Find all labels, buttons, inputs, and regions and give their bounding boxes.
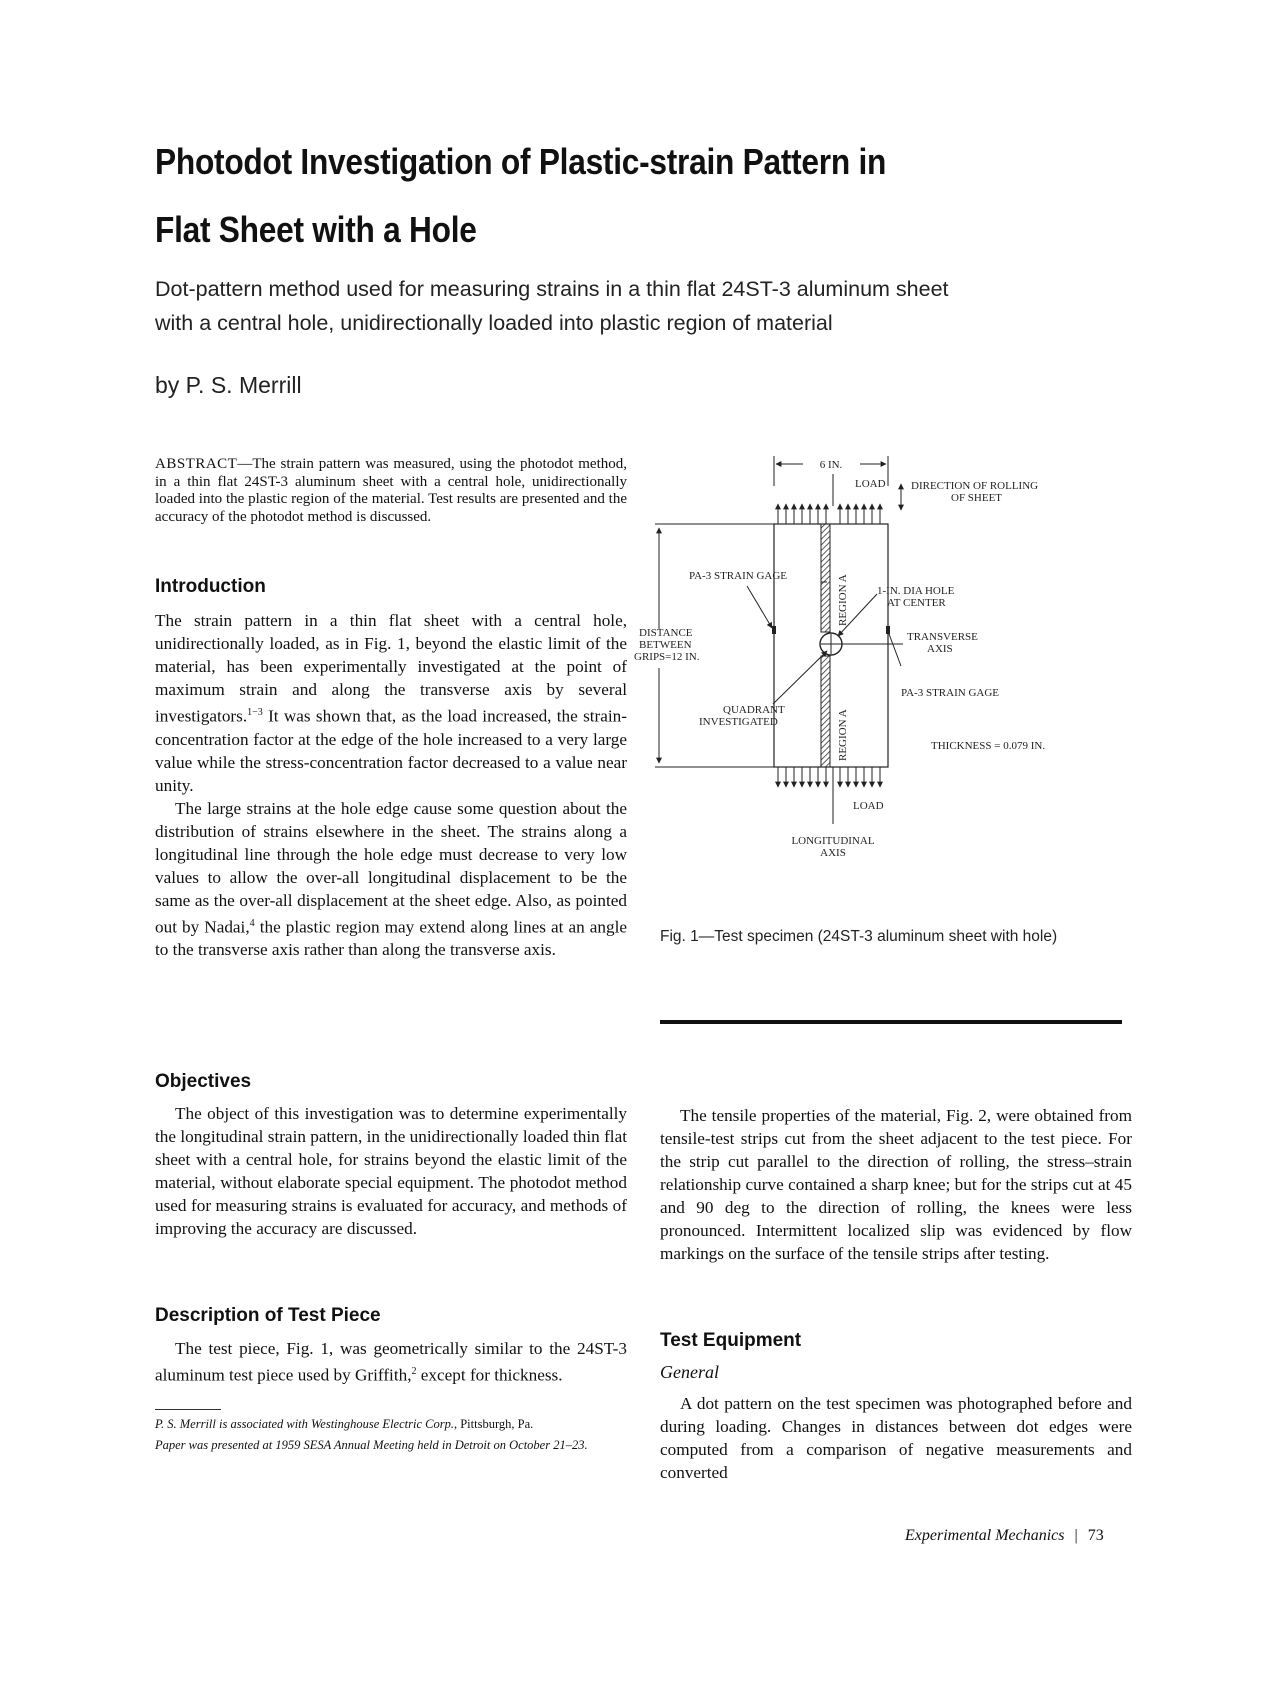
transverse-label-1: TRANSVERSE	[907, 631, 978, 643]
gage-mark-right	[886, 626, 890, 634]
test-equipment-body	[660, 1392, 1132, 1484]
intro-text-2b: the plastic region may extend along lines at an angle to the transverse axis rather than along the transverse axis.	[155, 917, 627, 960]
gage-right-label: PA-3 STRAIN GAGE	[901, 687, 999, 699]
footnotes	[155, 1417, 627, 1459]
distance-label-1: DISTANCE	[639, 627, 693, 639]
abstract	[155, 456, 627, 526]
tensile-paragraph: The tensile properties of the material, Fig. 2, were obtained from tensile-test strips cut from the sheet adjacent to the test piece. For the strip cut parallel to the direction of rolling, the stress–strain relationship curve contained a sharp knee; but for the strips cut at 45 and 90 deg to the direction of rolling, the knees were less pronounced. Intermittent localized slip was evidenced by flow markings on the surface of the tensile strips after testing.	[660, 1106, 1132, 1263]
thickness-label: THICKNESS = 0.079 IN.	[931, 740, 1046, 752]
page-footer	[905, 1527, 1104, 1545]
hole-label-2: AT CENTER	[887, 597, 946, 609]
abstract-text: —The strain pattern was measured, using the photodot method, in a thin flat 24ST-3 aluminum sheet with a central hole, unidirectionally loaded into the plastic region of the material. Test results are presented and the accuracy of the photodot method is discussed.	[155, 456, 627, 525]
load-top-label: LOAD	[855, 478, 886, 490]
rolling-label-1: DIRECTION OF ROLLING	[911, 480, 1039, 492]
desc-ref: 2	[411, 1366, 417, 1377]
load-arrows-bottom	[778, 767, 880, 787]
footnote-1-a: P. S. Merrill is associated with Westinghouse Electric Corp.,	[155, 1417, 458, 1431]
introduction-paragraph	[155, 609, 627, 797]
footnote-1	[155, 1417, 627, 1432]
region-a-strip-bottom	[821, 656, 830, 767]
figure-1-diagram	[634, 456, 1135, 926]
subtitle-line-2: with a central hole, unidirectionally loaded into plastic region of material	[155, 311, 833, 335]
introduction-heading: Introduction	[155, 576, 266, 597]
abstract-label: ABSTRACT	[155, 456, 238, 472]
distance-label-3: GRIPS=12 IN.	[634, 651, 700, 663]
distance-label-2: BETWEEN	[639, 639, 692, 651]
title-line-1: Photodot Investigation of Plastic-strain Pattern in	[155, 141, 887, 182]
description-heading: Description of Test Piece	[155, 1305, 381, 1326]
introduction-body	[155, 609, 627, 961]
author-line: by P. S. Merrill	[155, 372, 302, 398]
paper-subtitle	[155, 272, 1155, 340]
gage-left-label: PA-3 STRAIN GAGE	[689, 570, 787, 582]
intro-text-2: The large strains at the hole edge cause some question about the distribution of strains elsewhere in the sheet. The strains along a longitudinal line through the hole edge must decrease to very low values to allow the over-all longitudinal displacement to be the same as the over-all displacement at the sheet edge. Also, as pointed out by Nadai,	[155, 798, 627, 937]
tensile-properties-body	[660, 1104, 1132, 1265]
description-paragraph	[155, 1337, 627, 1387]
title-line-2: Flat Sheet with a Hole	[155, 209, 477, 250]
test-equipment-paragraph: A dot pattern on the test specimen was photographed before and during loading. Changes in distances between dot edges were computed from a comparison of negative measurements and converted	[660, 1394, 1132, 1482]
description-body	[155, 1337, 627, 1387]
load-arrows-top	[778, 504, 880, 524]
gage-right-leader	[889, 634, 901, 666]
footnote-2: Paper was presented at 1959 SESA Annual Meeting held in Detroit on October 21–23.	[155, 1438, 588, 1452]
paper-title	[155, 128, 1035, 264]
test-equipment-heading: Test Equipment	[660, 1330, 802, 1351]
figure-1-caption: Fig. 1—Test specimen (24ST-3 aluminum sheet with hole)	[660, 928, 1058, 945]
longitudinal-label-2: AXIS	[820, 847, 846, 859]
objectives-paragraph: The object of this investigation was to determine experimentally the longitudinal strain pattern, in the unidirectionally loaded thin flat sheet with a central hole, for strains beyond the elastic limit of the material, without elaborate special equipment. The photodot method used for measuring strains is evaluated for accuracy, and methods of improving the accuracy are discussed.	[155, 1104, 627, 1238]
section-separator	[660, 1020, 1122, 1024]
gage-mark-left	[772, 626, 776, 634]
transverse-label-2: AXIS	[927, 643, 953, 655]
quadrant-label-2: INVESTIGATED	[699, 716, 778, 728]
width-label: 6 IN.	[819, 459, 843, 471]
subtitle-line-1: Dot-pattern method used for measuring strains in a thin flat 24ST-3 aluminum sheet	[155, 277, 949, 301]
intro-ref-1: 1−3	[247, 707, 263, 718]
objectives-heading: Objectives	[155, 1071, 252, 1092]
hole-label-1: 1-IN. DIA HOLE	[877, 585, 955, 597]
page-number: 73	[1087, 1527, 1104, 1544]
general-subheading: General	[660, 1362, 719, 1382]
region-a-label-bottom: REGION A	[837, 709, 849, 761]
journal-name: Experimental Mechanics	[905, 1527, 1065, 1544]
region-a-label-top: REGION A	[837, 574, 849, 626]
desc-text: The test piece, Fig. 1, was geometrically similar to the 24ST-3 aluminum test piece used by Griffith,	[155, 1339, 627, 1385]
footnote-rule	[155, 1409, 221, 1410]
quadrant-label-1: QUADRANT	[723, 704, 785, 716]
gage-left-leader	[747, 586, 772, 628]
intro-text-1b: It was shown that, as the load increased, the strain-concentration factor at the edge of the hole increased to a very large value while the stress-concentration factor decreased to a value near unity.	[155, 706, 627, 795]
footnote-1-b: Pittsburgh, Pa.	[460, 1417, 534, 1431]
intro-text-1: The strain pattern in a thin flat sheet with a central hole, unidirectionally loaded, as in Fig. 1, beyond the elastic limit of the material, has been experimentally investigated at the point of maximum strain and along the transverse axis by several investigators.	[155, 611, 627, 726]
intro-ref-2: 4	[249, 917, 255, 929]
quadrant-leader	[773, 651, 827, 704]
desc-text-b: except for thickness.	[416, 1365, 563, 1385]
introduction-paragraph	[155, 797, 627, 962]
rolling-label-2: OF SHEET	[951, 492, 1003, 504]
footer-divider: |	[1074, 1527, 1078, 1544]
objectives-body	[155, 1102, 627, 1240]
load-bottom-label: LOAD	[853, 800, 884, 812]
region-a-strip-top	[821, 524, 830, 632]
longitudinal-label-1: LONGITUDINAL	[791, 835, 875, 847]
